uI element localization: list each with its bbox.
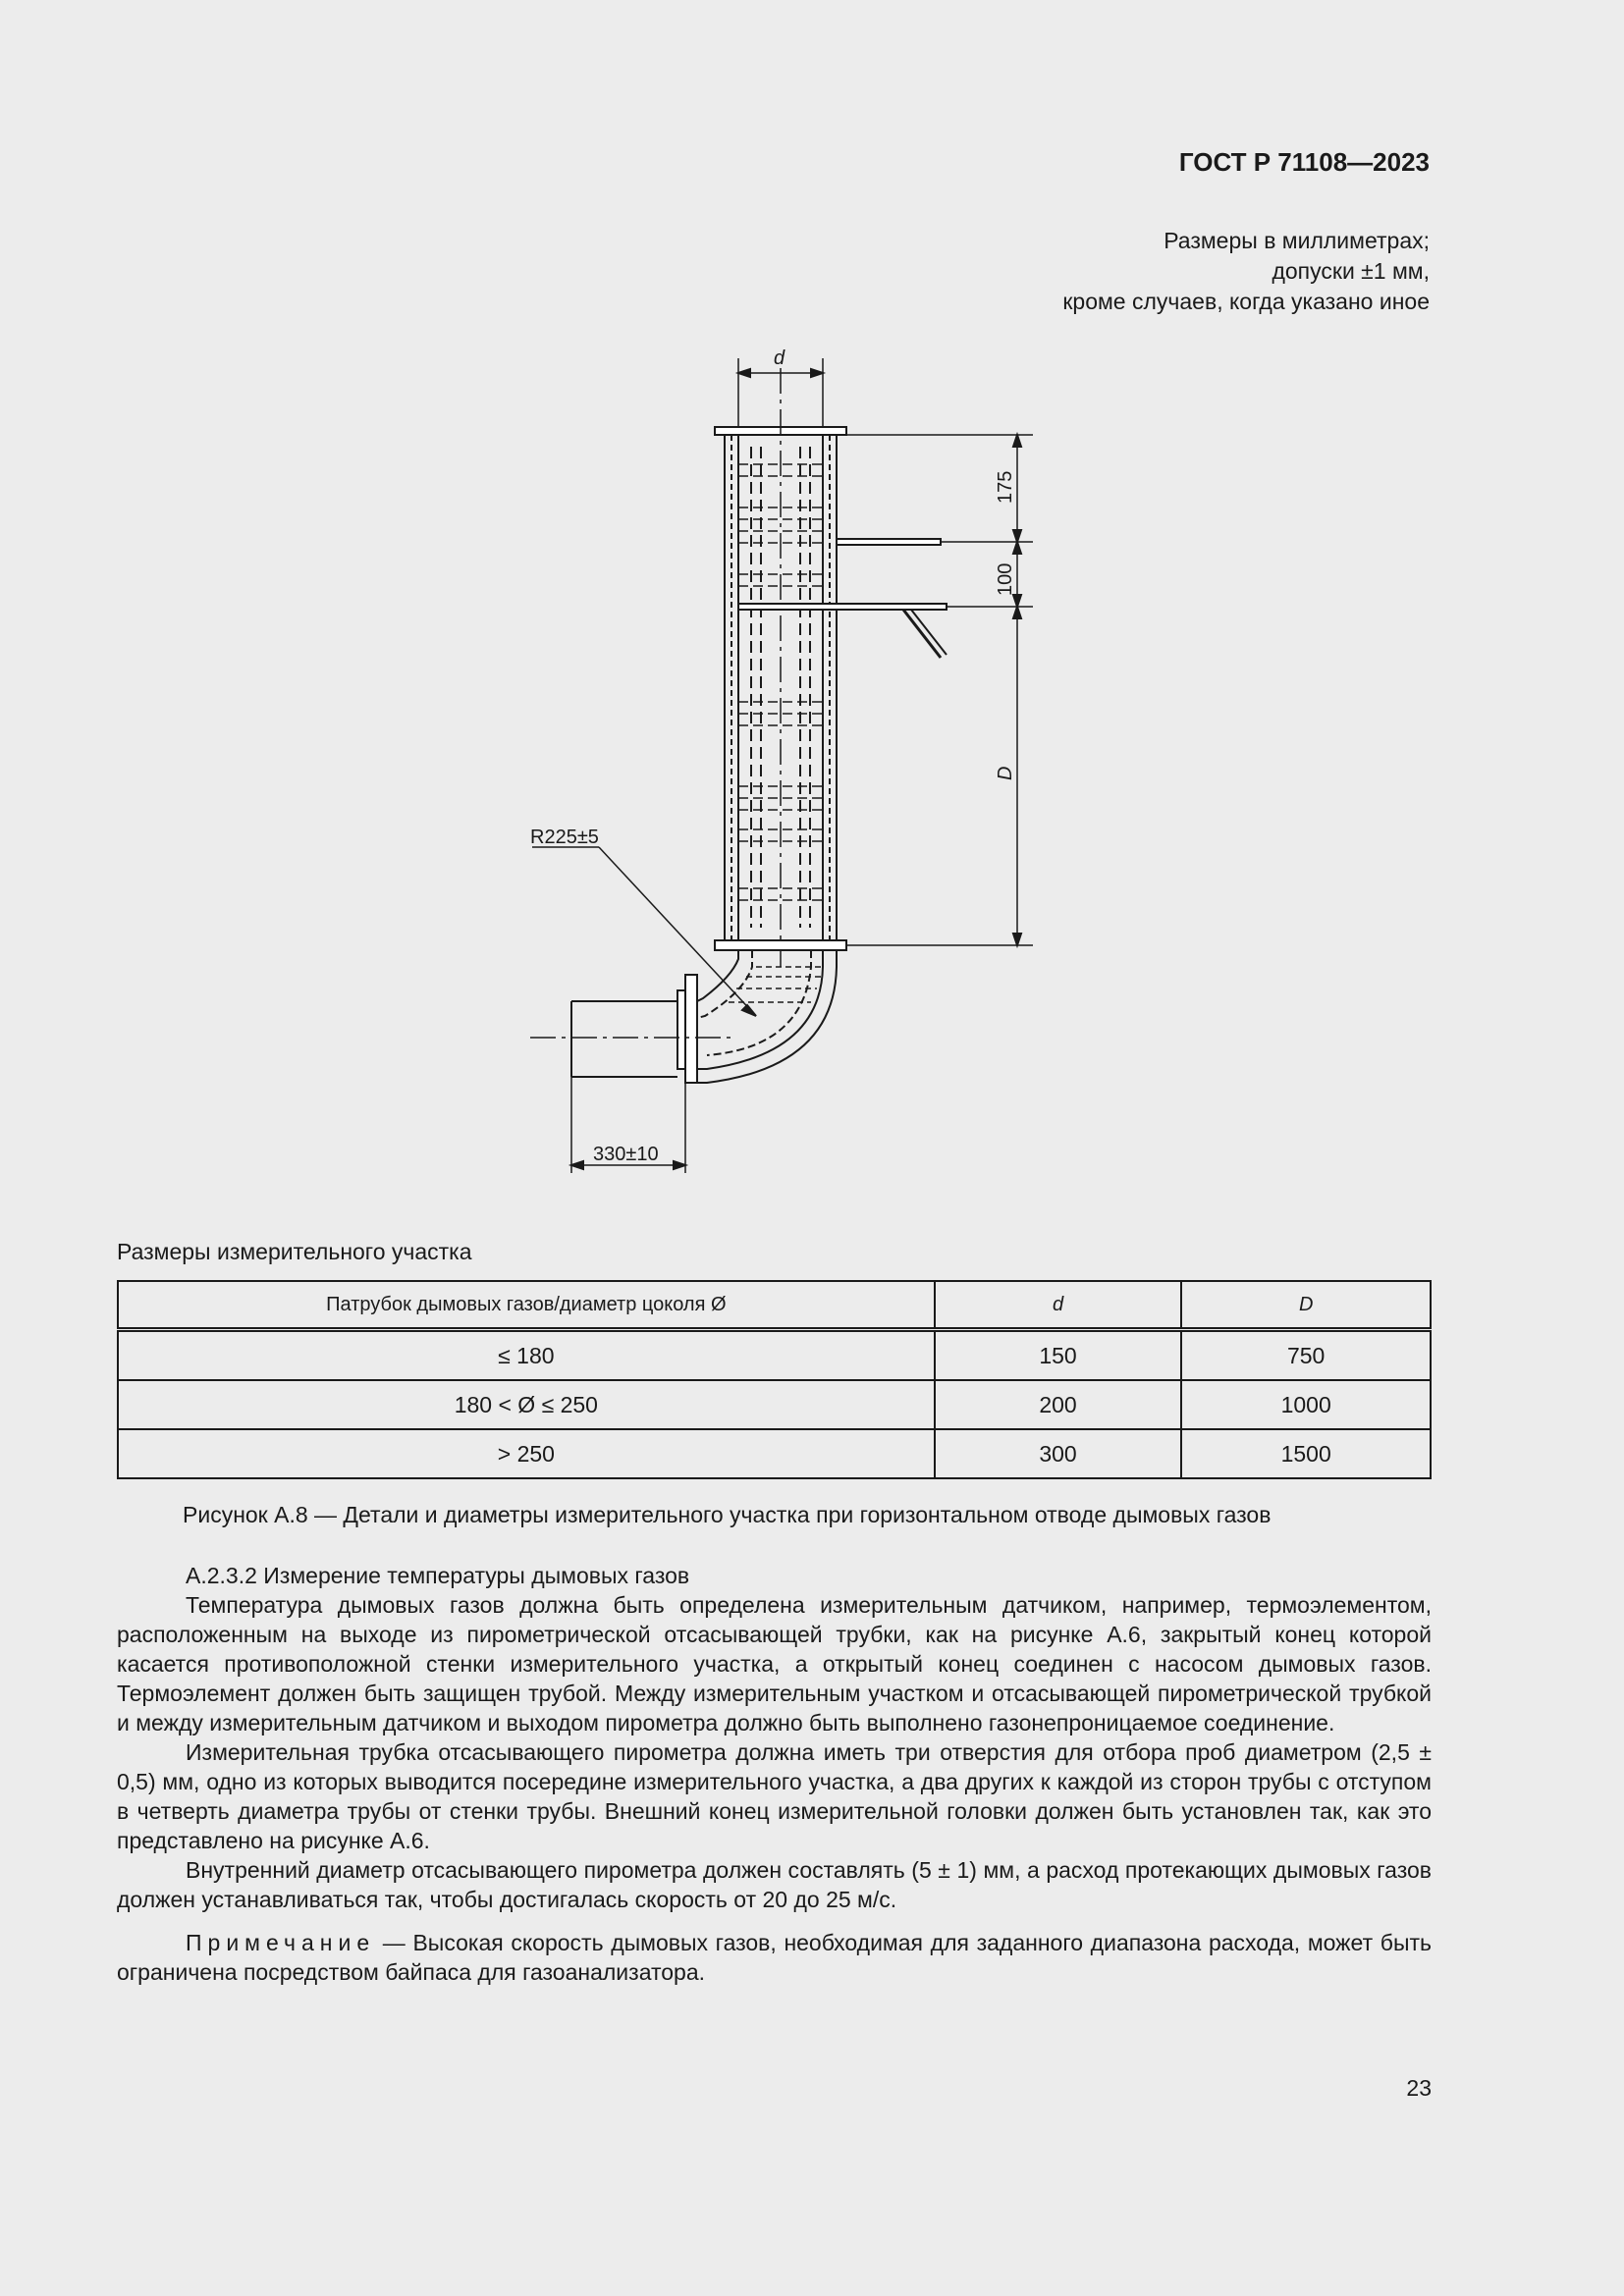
table-header-row (118, 1281, 1431, 1330)
probe-upper (837, 539, 941, 545)
page-number: 23 (1406, 2075, 1432, 2101)
bottom-flange (715, 940, 846, 950)
note (117, 1928, 1432, 1987)
elbow-outer (697, 950, 837, 1083)
table-row (118, 1429, 1431, 1478)
table-cell: 200 (935, 1380, 1182, 1429)
dims-note-line: кроме случаев, когда указано иное (1062, 289, 1430, 314)
note-text: — Высокая скорость дымовых газов, необходимая для заданного диапазона расхода, может быть ограничена посредством байпаса для газоанализатора. (117, 1930, 1432, 1985)
table-cell: 180 < Ø ≤ 250 (118, 1380, 935, 1429)
table-cell: 150 (935, 1330, 1182, 1381)
table-cell: 300 (935, 1429, 1182, 1478)
label-D: D (995, 766, 1016, 780)
document-code: ГОСТ Р 71108—2023 (1178, 147, 1430, 177)
probe-lower (738, 604, 947, 610)
figure-caption: Рисунок А.8 — Детали и диаметры измерительного участка при горизонтальном отводе дымовых газов (183, 1502, 1272, 1527)
dims-note-line: Размеры в миллиметрах; (1164, 228, 1430, 253)
paragraph: Температура дымовых газов должна быть определена измерительным датчиком, например, термоэлементом, расположенным на выходе из пирометрической отсасывающей трубки, как на рисунке А.6, закрытый конец которой касается противоположной стенки измерительного участка, а открытый конец соединен с насосом дымовых газов. Термоэлемент должен быть защищен трубой. Между измерительным участком и отсасывающей пирометрической трубкой и между измерительным датчиком и выходом пирометра должно быть выполнено газонепроницаемое соединение. (117, 1592, 1432, 1735)
paragraph: Измерительная трубка отсасывающего пирометра должна иметь три отверстия для отбора проб диаметром (2,5 ± 0,5) мм, одно из которых выводится посередине измерительного участка, а два других к каждой из сторон трубы с отступом в четверть диаметра трубы от стенки трубы. Внешний конец измерительной головки должен быть установлен так, как это представлено на рисунке А.6. (117, 1739, 1432, 1853)
table-cell: ≤ 180 (118, 1330, 935, 1381)
table-header: Патрубок дымовых газов/диаметр цоколя Ø (118, 1281, 935, 1330)
label-100: 100 (995, 562, 1016, 596)
label-330: 330±10 (593, 1144, 659, 1165)
pipe-wall-left (725, 435, 738, 940)
dimensions-note (884, 226, 1430, 317)
section-title: А.2.3.2 Измерение температуры дымовых газов (186, 1563, 690, 1588)
pipe-wall-right (823, 435, 837, 940)
table-header: d (935, 1281, 1182, 1330)
table-row (118, 1380, 1431, 1429)
section-body (117, 1561, 1432, 1987)
table-caption: Размеры измерительного участка (117, 1239, 472, 1264)
table-cell: 1000 (1181, 1380, 1431, 1429)
side-flange (685, 975, 697, 1083)
dimensions-table (117, 1280, 1432, 1479)
table-header: D (1181, 1281, 1431, 1330)
label-d: d (774, 347, 785, 369)
dims-note-line: допуски ±1 мм, (1272, 258, 1430, 284)
label-radius: R225±5 (530, 827, 599, 848)
table-cell: 1500 (1181, 1429, 1431, 1478)
table-row (118, 1330, 1431, 1381)
note-label: Примечание (186, 1930, 376, 1955)
table-cell: 750 (1181, 1330, 1431, 1381)
paragraph: Внутренний диаметр отсасывающего пирометра должен составлять (5 ± 1) мм, а расход протекающих дымовых газов должен устанавливаться так, чтобы достигалась скорость от 20 до 25 м/с. (117, 1857, 1432, 1912)
table-cell: > 250 (118, 1429, 935, 1478)
label-175: 175 (995, 470, 1016, 504)
measuring-section-drawing (511, 339, 1060, 1183)
